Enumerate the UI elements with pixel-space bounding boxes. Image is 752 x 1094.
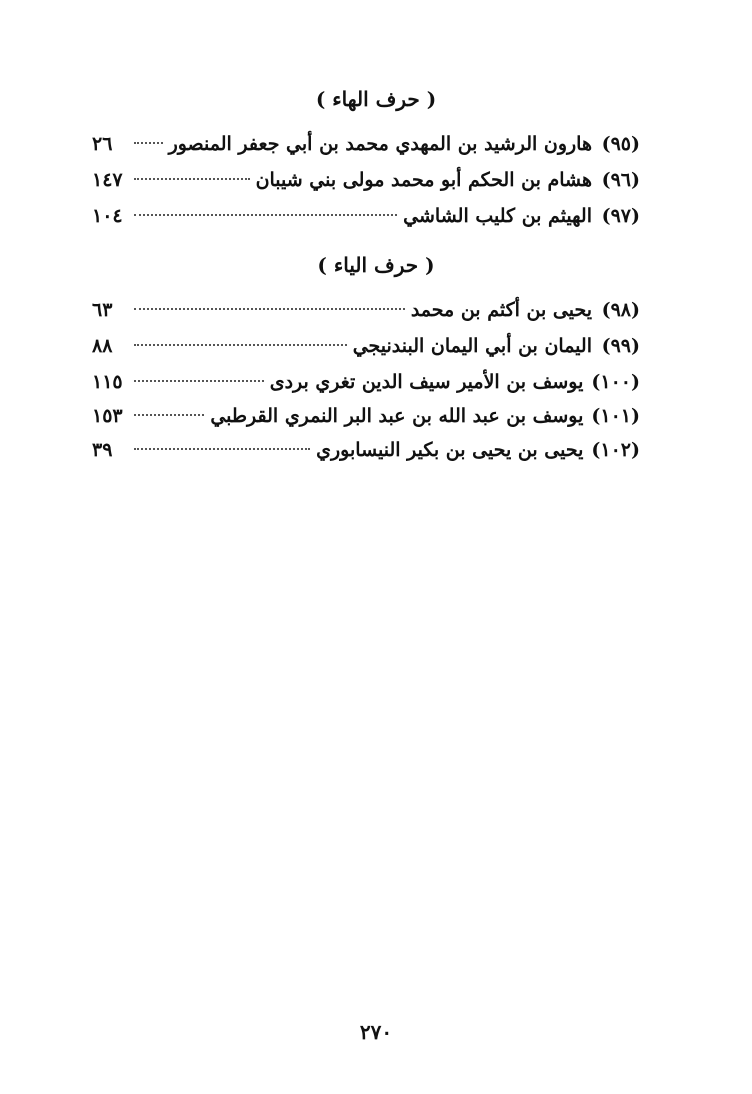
dot-leader	[134, 177, 250, 180]
entry-number: (٩٨)	[601, 299, 640, 321]
page-number: ٢٧٠	[359, 1020, 393, 1044]
index-entry	[92, 128, 640, 160]
entry-name: يوسف بن الأمير سيف الدين تغري بردى	[269, 371, 584, 393]
dot-leader	[134, 307, 405, 310]
entry-name: اليمان بن أبي اليمان البندنيجي	[352, 335, 592, 357]
entry-name: الهيثم بن كليب الشاشي	[403, 205, 592, 227]
entry-name: يحيى بن يحيى بن بكير النيسابوري	[316, 439, 584, 461]
dot-leader	[134, 343, 347, 346]
index-entry	[92, 330, 640, 362]
index-entry	[92, 400, 640, 432]
entry-page: ١٥٣	[92, 405, 123, 427]
dot-leader	[134, 379, 264, 382]
entry-name: يحيى بن أكثم بن محمد	[410, 299, 592, 321]
index-entry	[92, 164, 640, 196]
entry-page: ١٠٤	[92, 205, 123, 227]
section-heading-haa: ( حرف الهاء )	[315, 87, 437, 111]
entry-number: (٩٩)	[601, 335, 640, 357]
entry-page: ٣٩	[92, 439, 113, 461]
entry-number: (٩٦)	[601, 169, 640, 191]
section-heading-yaa: ( حرف الياء )	[317, 253, 435, 277]
entry-number: (٩٥)	[601, 133, 640, 155]
entry-number: (١٠١)	[591, 405, 640, 427]
dot-leader	[134, 141, 163, 144]
entry-name: هارون الرشيد بن المهدي محمد بن أبي جعفر المنصور	[168, 133, 592, 155]
index-entry	[92, 200, 640, 232]
entry-page: ٨٨	[92, 335, 113, 357]
entry-page: ١٤٧	[92, 169, 123, 191]
index-entry	[92, 294, 640, 326]
dot-leader	[134, 447, 310, 450]
index-entry	[92, 434, 640, 466]
entry-page: ١١٥	[92, 371, 123, 393]
index-entry	[92, 366, 640, 398]
entry-number: (١٠٢)	[591, 439, 640, 461]
dot-leader	[134, 213, 397, 216]
entry-number: (٩٧)	[601, 205, 640, 227]
entry-name: يوسف بن عبد الله بن عبد البر النمري القرطبي	[210, 405, 584, 427]
entry-page: ٢٦	[92, 133, 113, 155]
entry-page: ٦٣	[92, 299, 113, 321]
entry-name: هشام بن الحكم أبو محمد مولى بني شيبان	[255, 169, 592, 191]
entry-number: (١٠٠)	[591, 371, 640, 393]
dot-leader	[134, 413, 204, 416]
